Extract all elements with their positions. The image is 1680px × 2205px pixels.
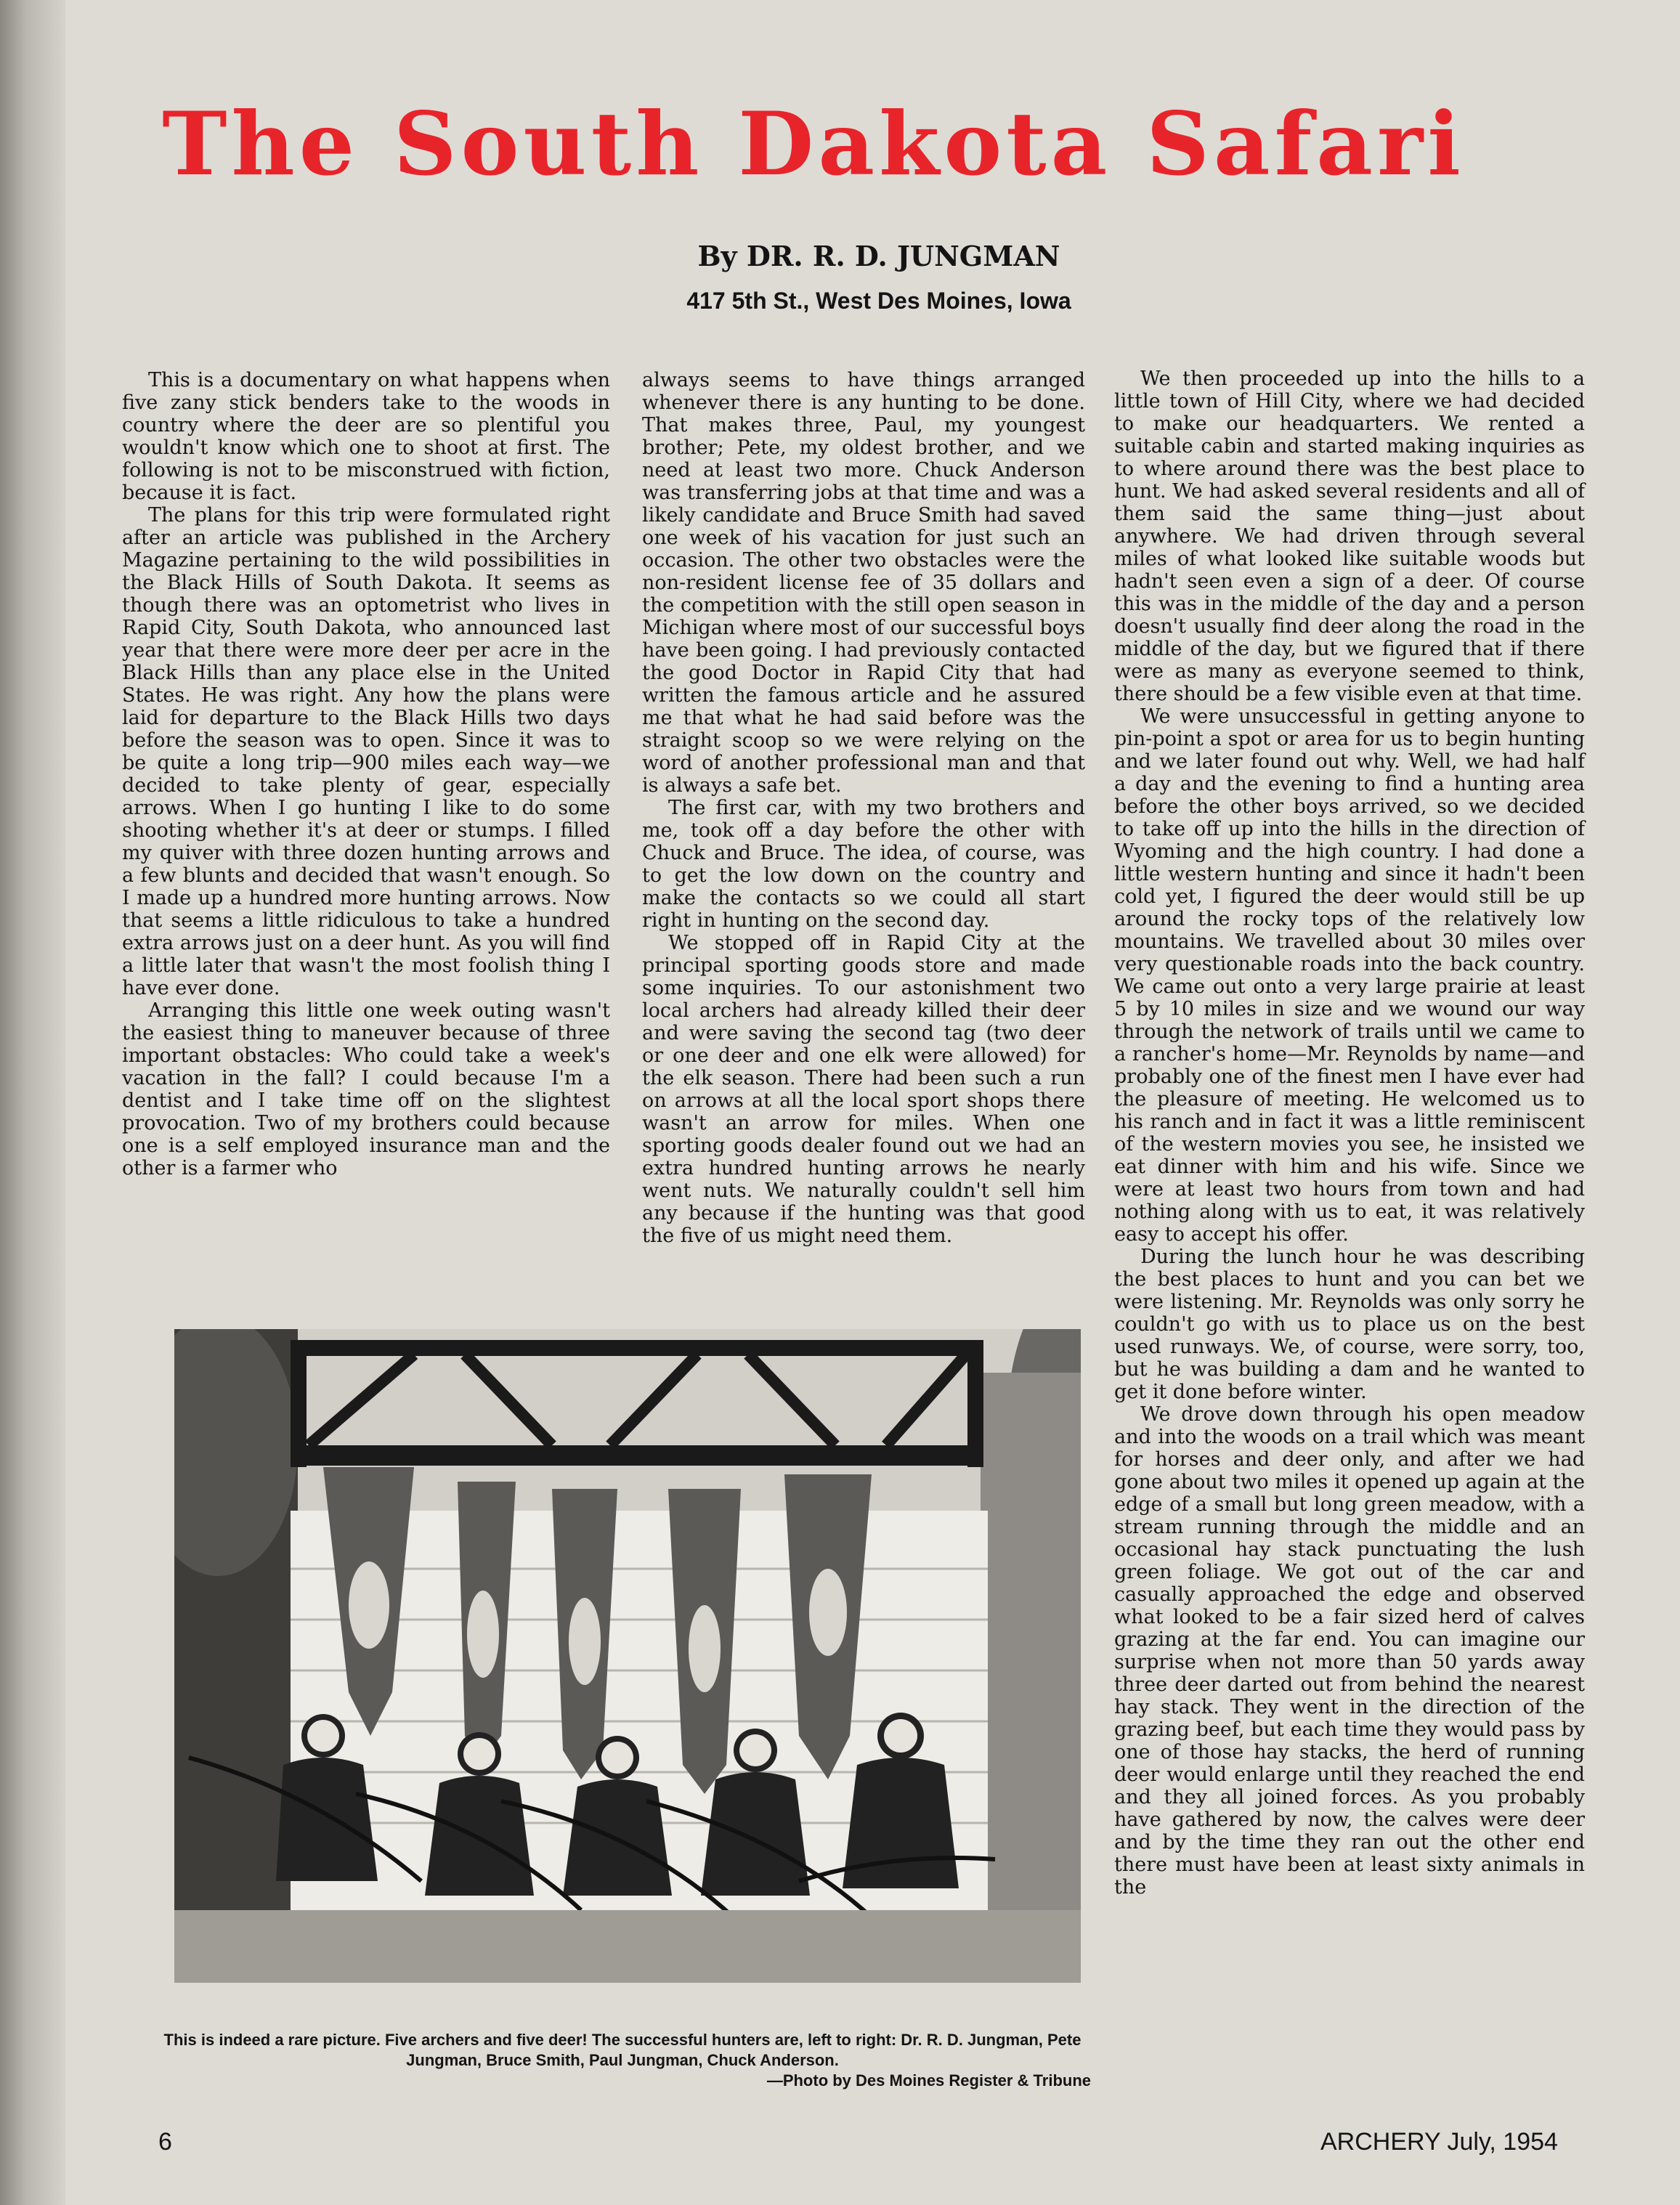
binding-gutter: [0, 0, 65, 2205]
paragraph: The plans for this trip were formulated right after an article was published in the Archery Magazine pertaining to the wild possibilities in the Black Hills of South Dakota. It seems as though there was an optometrist who lives in Rapid City, South Dakota, who announced last year that there were more deer per acre in the Black Hills than any place else in the United States. He was right. Any how the plans were laid for departure to the Black Hills two days before the season was to open. Since it was to be quite a long trip—900 miles each way—we decided to take plenty of gear, especially arrows. When I go hunting I like to do some shooting whether it's at deer or stumps. I filled my quiver with three dozen hunting arrows and a few blunts and decided that wasn't enough. So I made up a hundred more hunting arrows. Now that seems a little ridiculous to take a hundred extra arrows just on a deer hunt. As you will find a little later that wasn't the most foolish thing I have ever done.: [122, 504, 610, 999]
paragraph: The first car, with my two brothers and me, took off a day before the other with Chuck and Bruce. The idea, of course, was to get the low down on the country and make the contacts so we could all start right in hunting on the second day.: [642, 797, 1085, 932]
text-column-3: [1114, 368, 1585, 1899]
photo-credit: —Photo by Des Moines Register & Tribune: [766, 2071, 1091, 2090]
photo-caption: [154, 2030, 1091, 2091]
paragraph: We were unsuccessful in getting anyone to pin-point a spot or area for us to begin hunting and we later found out why. Well, we had half a day and the evening to find a hunting area before the other boys arrived, so we decided to take off up into the hills in the direction of Wyoming and the high country. I had done a little western hunting and since it hadn't been cold yet, I figured the deer would still be up around the rocky tops of the relatively low mountains. We travelled about 30 miles over very questionable roads into the back country. We came out onto a very large prairie at least 5 by 10 miles in size and we wound our way through the network of trails until we came to a rancher's home—Mr. Reynolds by name—and probably one of the finest men I have ever had the pleasure of meeting. He welcomed us to his ranch and in fact it was a little reminiscent of the western movies you see, he insisted we eat dinner with him and his wife. Since we were at least two hours from town and had nothing along with us to eat, it was relatively easy to accept his offer.: [1114, 705, 1585, 1246]
hunters-and-deer-photo: [174, 1329, 1081, 1983]
text-column-2: [642, 369, 1085, 1247]
paragraph: always seems to have things arranged whenever there is any hunting to be done. That makes three, Paul, my youngest brother; Pete, my oldest brother, and we need at least two more. Chuck Anderson was transferring jobs at that time and was a likely candidate and Bruce Smith had saved one week of his vacation for just such an occasion. The other two obstacles were the non-resident license fee of 35 dollars and the competition with the still open season in Michigan where most of our successful boys have been going. I had previously contacted the good Doctor in Rapid City that had written the famous article and he assured me that what he had said before was the straight scoop so we were relying on the word of another professional man and that is always a safe bet.: [642, 369, 1085, 797]
magazine-footer: ARCHERY July, 1954: [1320, 2128, 1558, 2156]
paragraph: We stopped off in Rapid City at the principal sporting goods store and made some inquiries. To our astonishment two local archers had already killed their deer and were saving the second tag (two deer or one deer and one elk were allowed) for the elk season. There had been such a run on arrows at all the local sport shops there wasn't an arrow for miles. When one sporting goods dealer found out we had an extra hundred hunting arrows he nearly went nuts. We naturally couldn't sell him any because if the hunting was that good the five of us might need them.: [642, 932, 1085, 1247]
author-byline: By DR. R. D. JUNGMAN: [697, 240, 1060, 272]
article-title: The South Dakota Safari: [162, 93, 1465, 195]
caption-text: This is indeed a rare picture. Five archers and five deer! The successful hunters are, left to right: Dr. R. D. Jungman, Pete Jungman, Bruce Smith, Paul Jungman, Chuck Anderson.: [163, 2031, 1082, 2069]
paragraph: This is a documentary on what happens when five zany stick benders take to the woods in country where the deer are so plentiful you wouldn't know which one to shoot at first. The following is not to be misconstrued with fiction, because it is fact.: [122, 369, 610, 504]
paragraph: We then proceeded up into the hills to a little town of Hill City, where we had decided to make our headquarters. We rented a suitable cabin and started making inquiries as to where around there was the best place to hunt. We had asked several residents and all of them said the same thing—just about anywhere. We had driven through several miles of what looked like suitable woods but hadn't seen even a sign of a deer. Of course this was in the middle of the day and a person doesn't usually find deer along the road in the middle of the day, but we figured that if there were as many as everyone seemed to think, there should be a few visible even at that time.: [1114, 368, 1585, 705]
paragraph: During the lunch hour he was describing the best places to hunt and you can bet we were listening. Mr. Reynolds was only sorry he couldn't go with us to place us on the best used runways. We, of course, were sorry, too, but he was building a dam and he wanted to get it done before winter.: [1114, 1246, 1585, 1403]
paragraph: We drove down through his open meadow and into the woods on a trail which was meant for horses and deer only, and after we had gone about two miles it opened up again at the edge of a small but long green meadow, with a stream running through the middle and an occasional hay stack punctuating the lush green foliage. We got out of the car and casually approached the edge and observed what looked to be a fair sized herd of calves grazing at the far end. You can imagine our surprise when not more than 50 yards away three deer darted out from behind the nearest hay stack. They went in the direction of the grazing beef, but each time they would pass by one of those hay stacks, the herd of running deer would enlarge until they reached the end and they all joined forces. As you probably have gathered by now, the calves were deer and by the time they ran out the other end there must have been at least sixty animals in the: [1114, 1403, 1585, 1899]
page-number: 6: [158, 2128, 172, 2156]
paragraph: Arranging this little one week outing wasn't the easiest thing to maneuver because of three important obstacles: Who could take a week's vacation in the fall? I could because I'm a dentist and I take time off on the slightest provocation. Two of my brothers could because one is a self employed insurance man and the other is a farmer who: [122, 999, 610, 1179]
text-column-1: [122, 369, 610, 1179]
author-address: 417 5th St., West Des Moines, Iowa: [686, 288, 1071, 314]
